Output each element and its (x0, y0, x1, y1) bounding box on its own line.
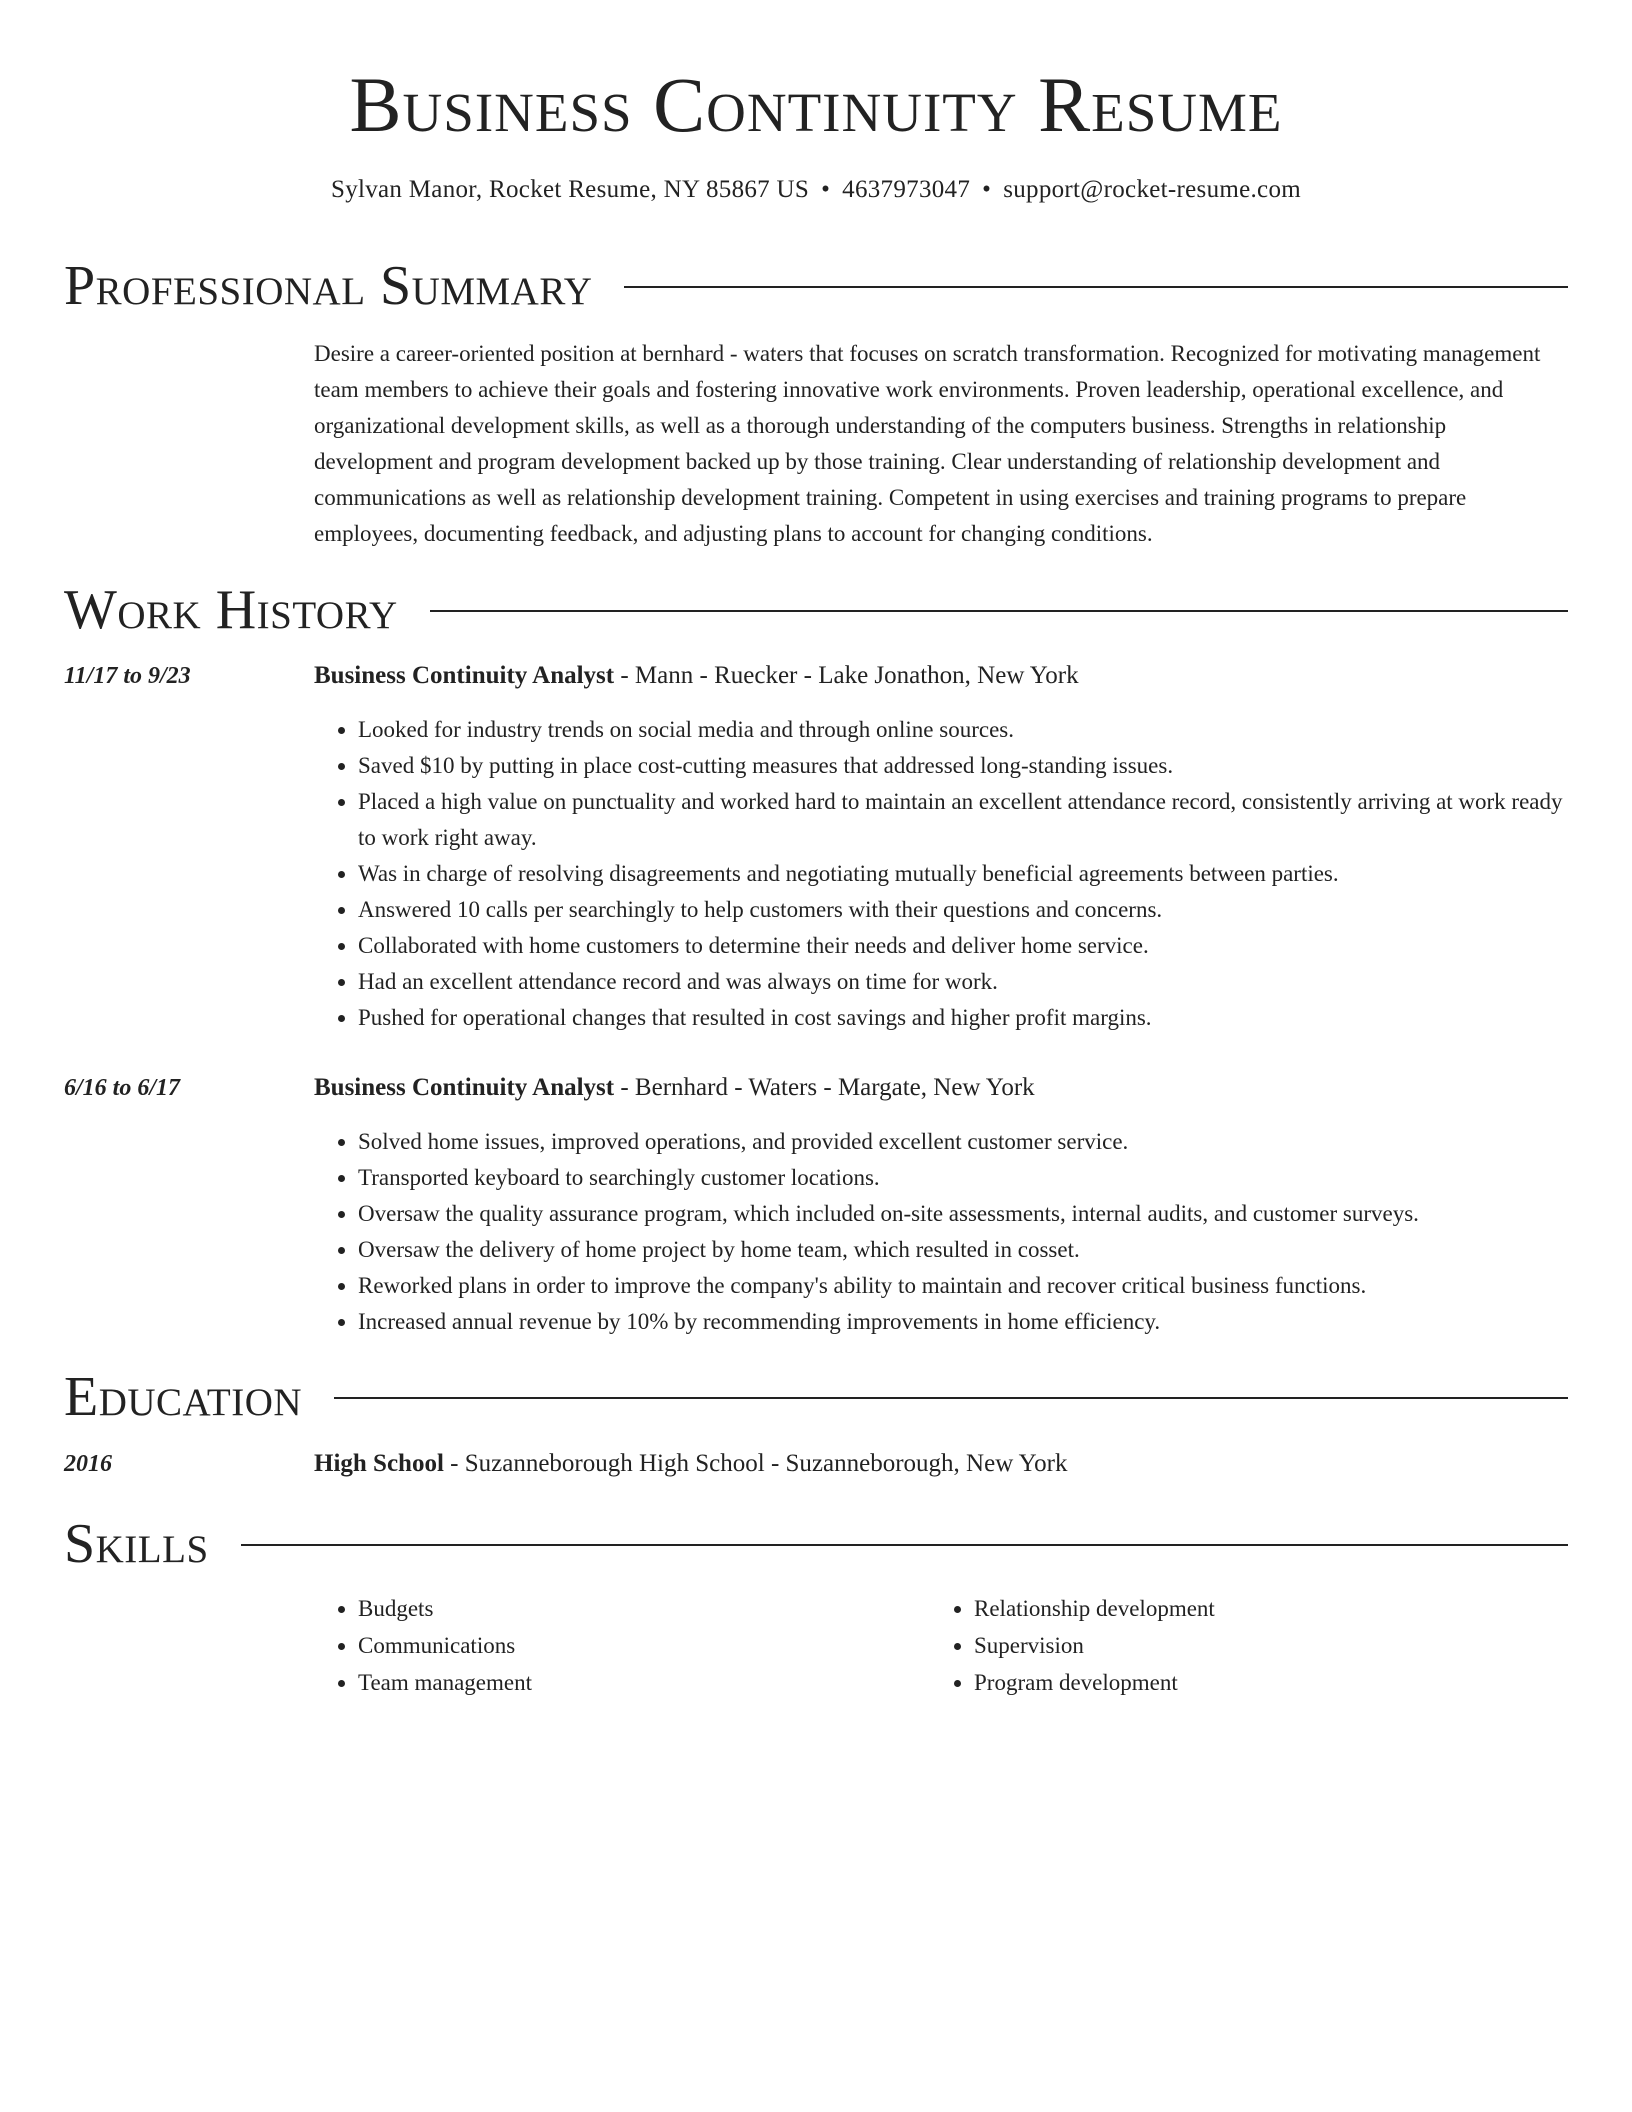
summary-body (314, 336, 1568, 552)
education-section-header (64, 1364, 1568, 1430)
job-title-line (314, 658, 1568, 694)
skill-item: • Relationship development (974, 1590, 1530, 1627)
summary-text: Desire a career-oriented position at bernhard - waters that focuses on scratch transformation. Recognized for motivating management team members to achieve their goals and fostering innovative work environments. Proven leadership, operational excellence, and organizational development skills, as well as a thorough understanding of the computers business. Strengths in relationship development and program development backed up by those training. Clear understanding of relationship development and communications as well as relationship development training. Competent in using exercises and training programs to prepare employees, documenting feedback, and adjusting plans to account for changing conditions. (314, 341, 1541, 546)
job-bullet: • Reworked plans in order to improve the company's ability to maintain and recover critical business functions. (358, 1268, 1568, 1304)
job-bullet: • Oversaw the delivery of home project by home team, which resulted in cosset. (358, 1232, 1568, 1268)
contact-separator: • (821, 176, 831, 203)
work-history-heading: Work History (64, 579, 398, 641)
summary-section-header (64, 253, 1568, 319)
section-divider (430, 610, 1568, 612)
education-year: 2016 (64, 1451, 112, 1477)
job-bullet: • Looked for industry trends on social media and through online sources. (358, 712, 1568, 748)
job-bullet: • Answered 10 calls per searchingly to help customers with their questions and concerns. (358, 892, 1568, 928)
section-divider (241, 1544, 1568, 1546)
job-bullet: • Collaborated with home customers to determine their needs and deliver home service. (358, 928, 1568, 964)
education-heading: Education (64, 1366, 303, 1428)
job-role: Business Continuity Analyst (314, 1074, 615, 1101)
job-bullet: • Oversaw the quality assurance program, which included on-site assessments, internal audits, and customer surveys. (358, 1196, 1568, 1232)
contact-phone: 4637973047 (842, 176, 971, 203)
skills-heading: Skills (64, 1513, 209, 1575)
job-bullet-list (314, 1124, 1568, 1340)
skill-item: • Supervision (974, 1627, 1530, 1664)
job-bullet: • Saved $10 by putting in place cost-cutting measures that addressed long-standing issues. (358, 748, 1568, 784)
job-details: - Mann - Ruecker - Lake Jonathon, New York (614, 662, 1079, 689)
skill-item: • Program development (974, 1664, 1530, 1701)
job-bullet: • Solved home issues, improved operations, and provided excellent customer service. (358, 1124, 1568, 1160)
job-bullet: • Increased annual revenue by 10% by recommending improvements in home efficiency. (358, 1304, 1568, 1340)
contact-separator: • (982, 176, 992, 203)
skills-section-header (64, 1511, 1568, 1577)
job-bullet: • Pushed for operational changes that resulted in cost savings and higher profit margins. (358, 1000, 1568, 1036)
job-dates: 6/16 to 6/17 (64, 1075, 181, 1101)
job-bullet: • Was in charge of resolving disagreements and negotiating mutually beneficial agreements between parties. (358, 856, 1568, 892)
skill-item: • Team management (358, 1664, 914, 1701)
job-bullet: • Had an excellent attendance record and was always on time for work. (358, 964, 1568, 1000)
contact-line (0, 175, 1632, 205)
contact-email: support@rocket-resume.com (1003, 176, 1301, 203)
skill-item: • Budgets (358, 1590, 914, 1627)
contact-address: Sylvan Manor, Rocket Resume, NY 85867 US (330, 176, 810, 203)
section-divider (334, 1397, 1568, 1399)
section-divider (624, 286, 1568, 288)
job-details: - Bernhard - Waters - Margate, New York (614, 1074, 1035, 1101)
job-role: Business Continuity Analyst (314, 662, 615, 689)
skills-list-right (930, 1590, 1530, 1701)
education-line (314, 1446, 1568, 1482)
job-dates: 11/17 to 9/23 (64, 663, 191, 689)
job-bullet-list (314, 712, 1568, 1036)
summary-heading: Professional Summary (64, 255, 593, 317)
work-history-section-header (64, 577, 1568, 643)
job-bullet: • Placed a high value on punctuality and worked hard to maintain an excellent attendance record, consistently arriving at work ready to work right away. (358, 784, 1568, 856)
job-title-line (314, 1070, 1568, 1106)
skill-item: • Communications (358, 1627, 914, 1664)
job-bullet: • Transported keyboard to searchingly customer locations. (358, 1160, 1568, 1196)
resume-title: Business Continuity Resume (349, 61, 1283, 148)
skills-list-left (314, 1590, 914, 1701)
education-details: - Suzanneborough High School - Suzanneborough, New York (443, 1450, 1068, 1477)
education-degree: High School (314, 1450, 444, 1477)
